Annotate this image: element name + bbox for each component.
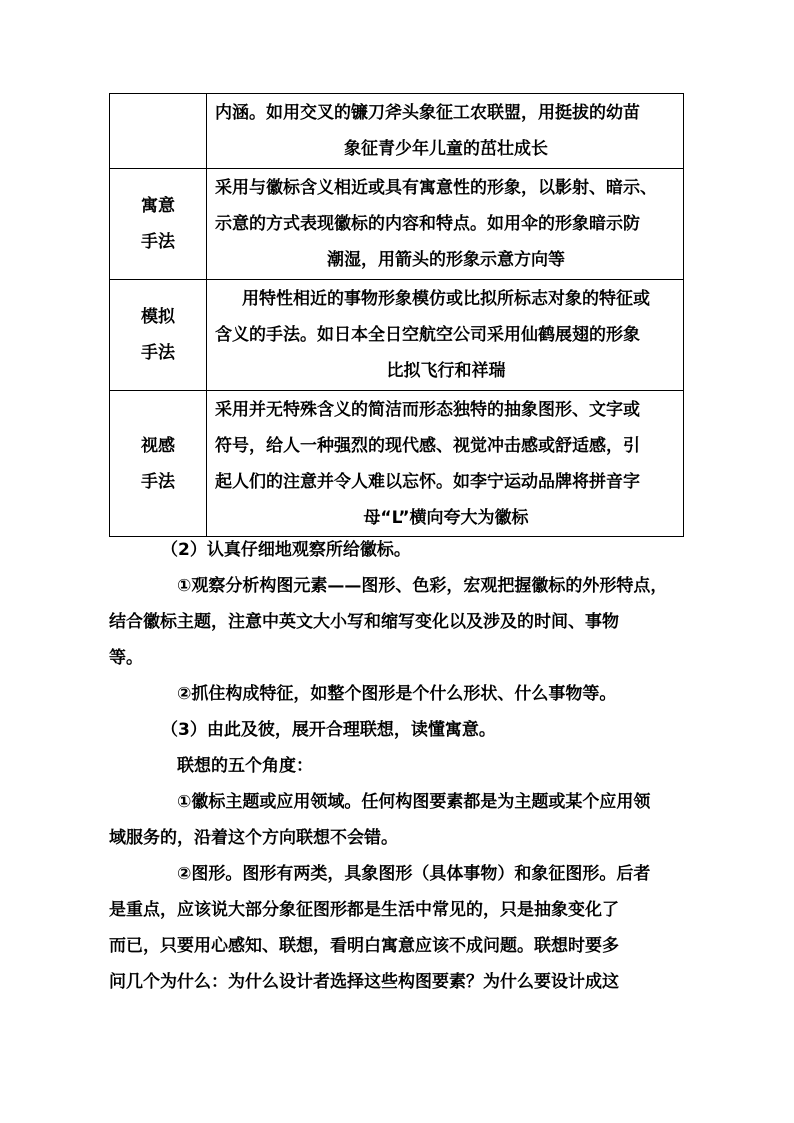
table-row: [110, 391, 684, 537]
paragraph-step-3: [109, 712, 684, 748]
paragraph-line: 等。: [109, 648, 143, 668]
description-line: 含义的手法。如日本全日空航空公司采用仙鹤展翅的形象: [215, 325, 640, 345]
paragraph-line: ②抓住构成特征，如整个图形是个什么形状、什么事物等。: [177, 684, 617, 704]
method-label-cell: [110, 169, 207, 280]
description-line: 起人们的注意并令人难以忘怀。如李宁运动品牌将拼音字: [215, 471, 640, 492]
paragraph-line: （2）认真仔细地观察所给徽标。: [161, 540, 411, 560]
method-label-line: 视感: [141, 435, 175, 456]
design-method-table: [109, 93, 684, 537]
description-line: 示意的方式表现徽标的内容和特点。如用伞的形象暗示防: [215, 214, 640, 234]
paragraph-line: （3）由此及彼，展开合理联想，读懂寓意。: [161, 720, 496, 740]
paragraph-line: 是重点，应该说大部分象征图形都是生活中常见的，只是抽象变化了: [109, 900, 619, 920]
paragraph-line: ①观察分析构图元素——图形、色彩，宏观把握徽标的外形特点，: [177, 576, 668, 596]
table-row: [110, 169, 684, 280]
method-label-cell: [110, 391, 207, 537]
method-label-line: 手法: [141, 232, 175, 252]
method-label-line: 模拟: [141, 307, 175, 327]
method-description-cell: [207, 280, 684, 391]
description-line: 用特性相近的事物形象模仿或比拟所标志对象的特征或: [242, 289, 650, 309]
method-description-cell: [207, 391, 684, 537]
method-label-line: 手法: [141, 343, 175, 363]
paragraph-line: 问几个为什么：为什么设计者选择这些构图要素？为什么要设计成这: [109, 972, 619, 992]
paragraph-step-2: [109, 532, 684, 568]
paragraph-five-angles: [109, 748, 684, 784]
description-line: 符号，给人一种强烈的现代感、视觉冲击感或舒适感，引: [215, 435, 640, 456]
table-row: [110, 94, 684, 169]
description-line: 潮湿，用箭头的形象示意方向等: [327, 250, 565, 270]
description-line: 采用并无特殊含义的简洁而形态独特的抽象图形、文字或: [215, 399, 640, 420]
paragraph-theme-domain: [109, 784, 684, 856]
paragraph-line: 结合徽标主题，注意中英文大小写和缩写变化以及涉及的时间、事物: [109, 612, 619, 632]
table-row: [110, 280, 684, 391]
paragraph-line: ①徽标主题或应用领域。任何构图要素都是为主题或某个应用领: [177, 792, 651, 812]
paragraph-graphics: [109, 856, 684, 1000]
description-line: 象征青少年儿童的茁壮成长: [344, 139, 548, 159]
method-label-cell: [110, 280, 207, 391]
method-label-line: 寓意: [141, 196, 175, 216]
paragraph-line: 联想的五个角度：: [177, 756, 313, 776]
body-text: [109, 532, 684, 1000]
method-description-cell: [207, 94, 684, 169]
paragraph-line: ②图形。图形有两类，具象图形（具体事物）和象征图形。后者: [177, 864, 651, 884]
method-description-cell: [207, 169, 684, 280]
method-label-cell: [110, 94, 207, 169]
paragraph-line: 域服务的，沿着这个方向联想不会错。: [109, 828, 398, 848]
method-label-line: 手法: [141, 471, 175, 492]
paragraph-observe-elements: [109, 568, 684, 676]
description-line: 母“L”横向夸大为徽标: [363, 507, 529, 528]
paragraph-features: [109, 676, 684, 712]
description-line: 比拟飞行和祥瑞: [386, 361, 506, 381]
description-line: 内涵。如用交叉的镰刀斧头象征工农联盟，用挺拔的幼苗: [215, 103, 640, 123]
paragraph-line: 而已，只要用心感知、联想，看明白寓意应该不成问题。联想时要多: [109, 936, 619, 956]
description-line: 采用与徽标含义相近或具有寓意性的形象，以影射、暗示、: [215, 178, 657, 198]
